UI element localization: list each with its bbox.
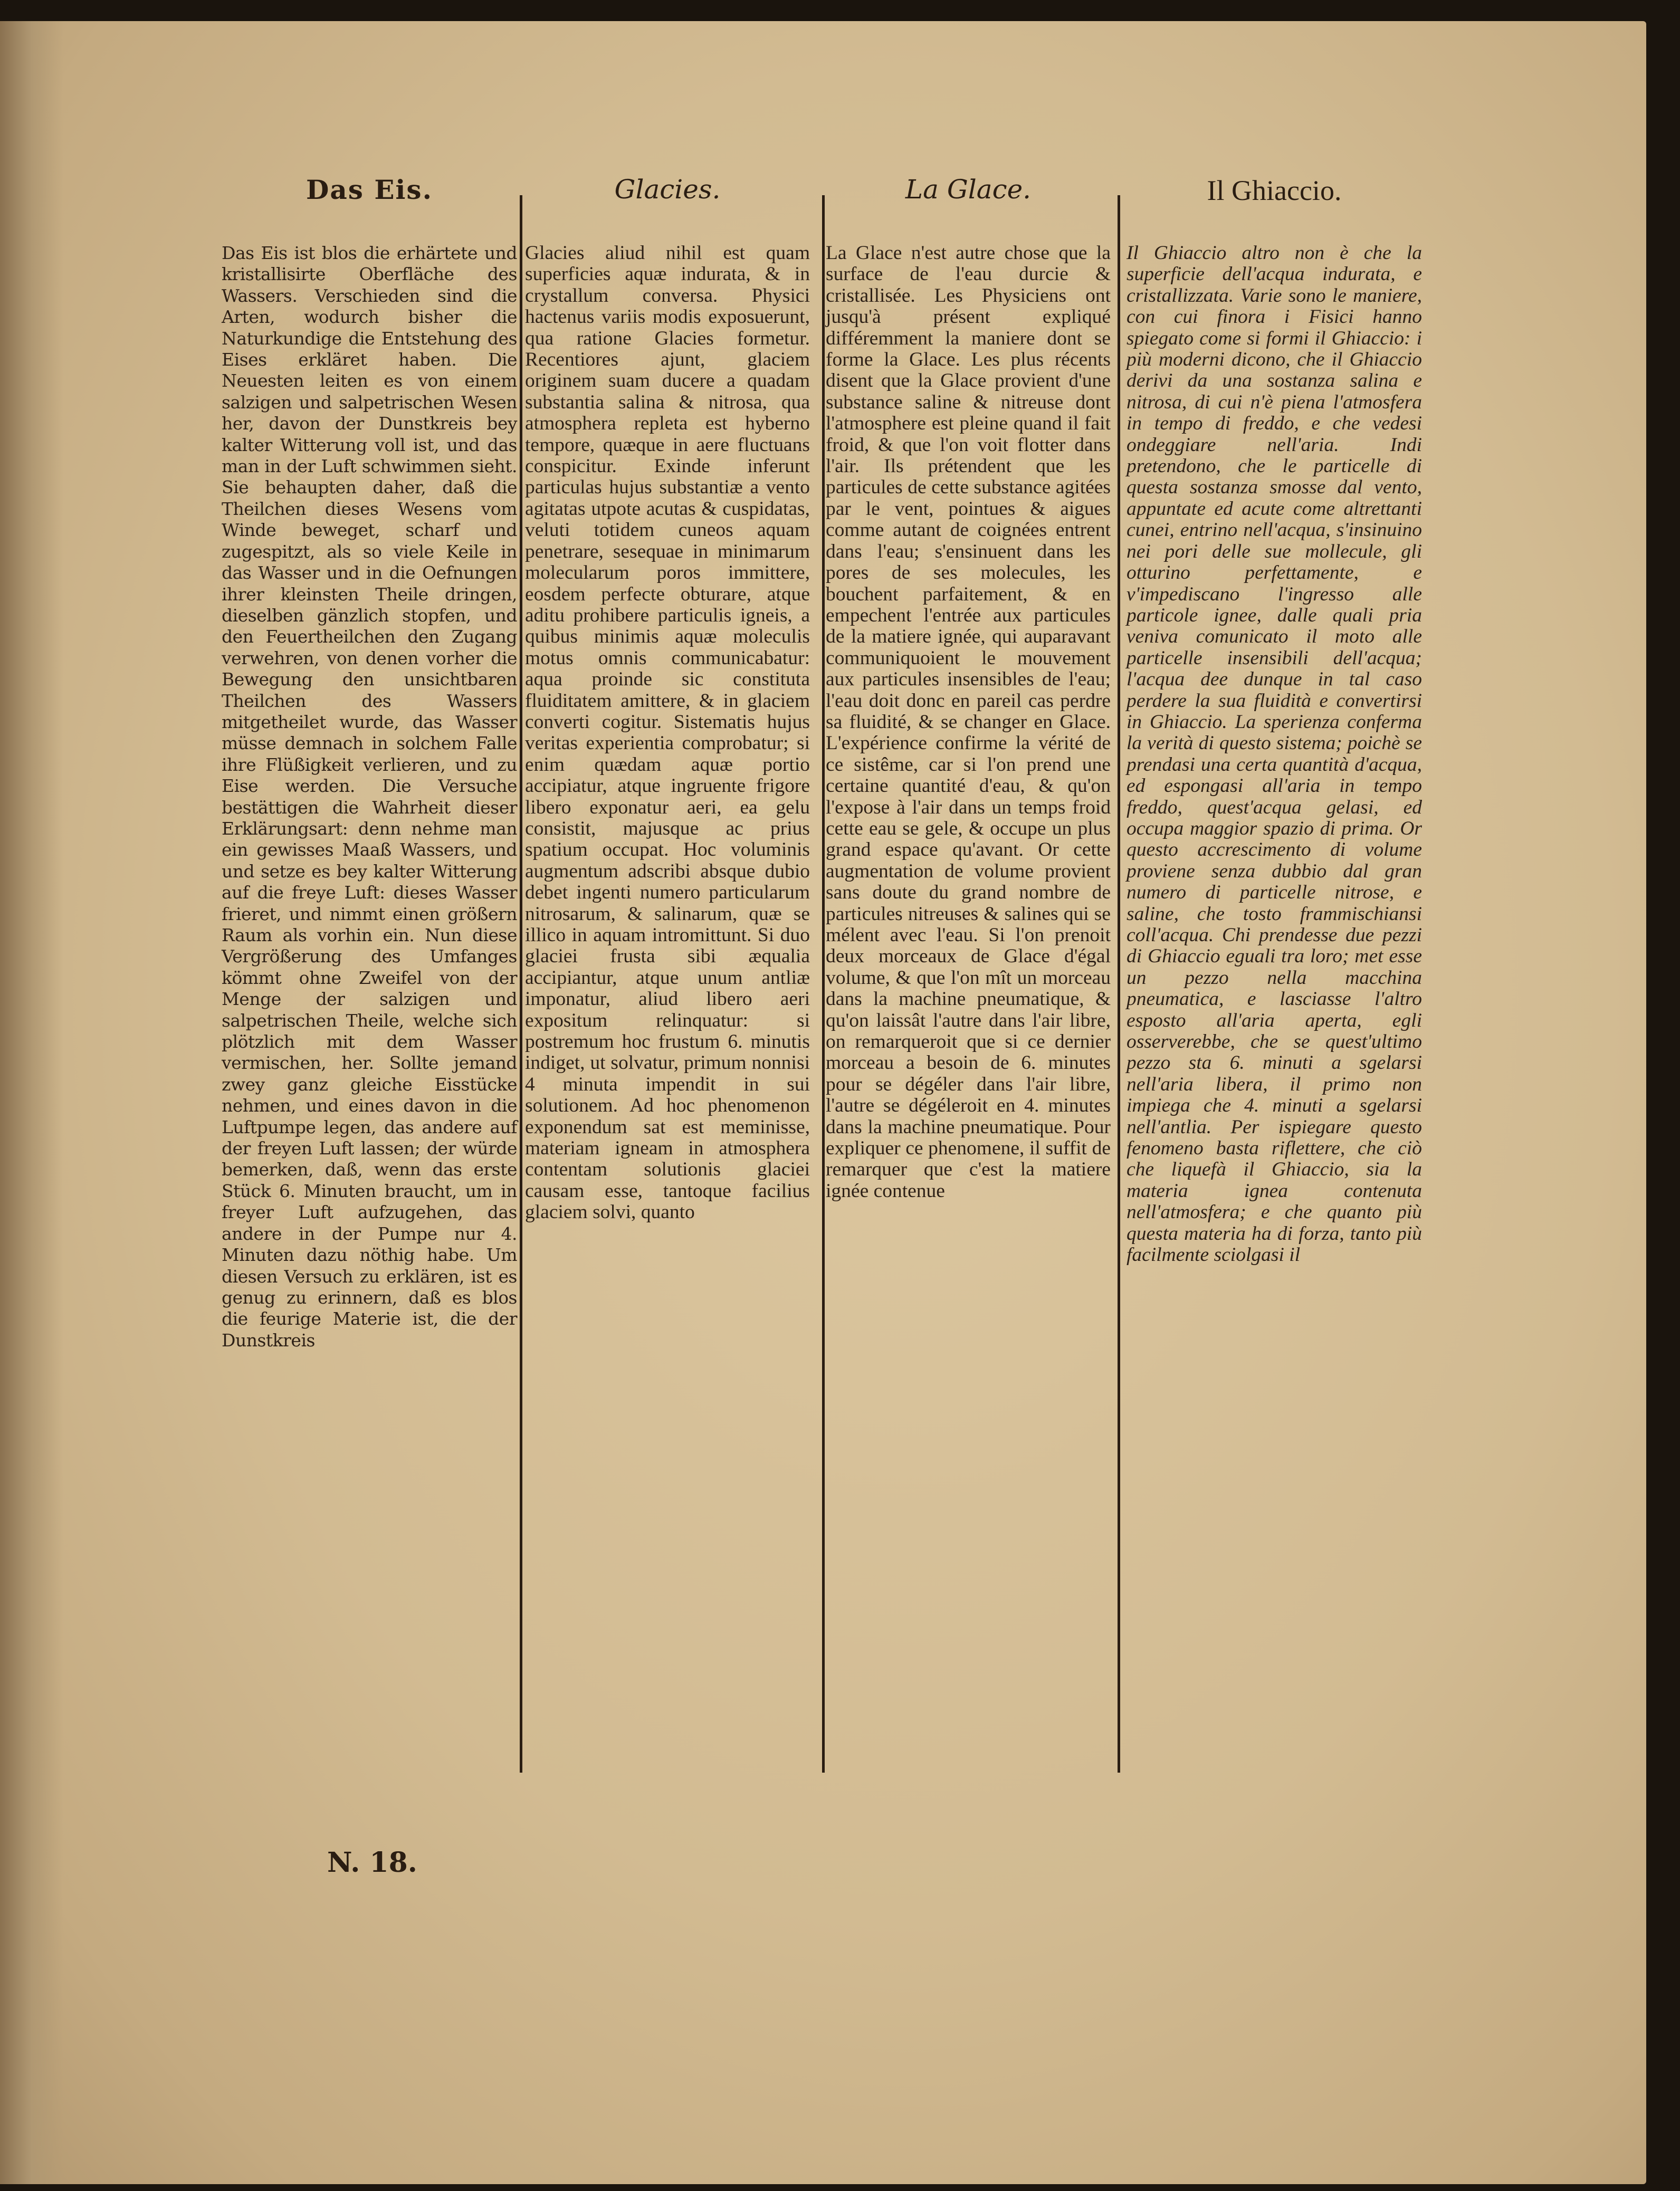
signature-mark: N. 18. xyxy=(327,1846,417,1879)
column-italian xyxy=(1127,174,1422,1788)
column-text-german: Das Eis ist blos die erhärtete und kristallisirte Oberfläche des Wassers. Verschieden sind die Arten, wodurch bisher die Naturkundige die Entstehung des Eises erkläret haben. Die Neuesten leiten es von einem salzigen und salpetrischen Wesen her, davon der Dunstkreis bey kalter Witterung voll ist, und das man in der Luft schwimmen sieht. Sie behaupten daher, daß die Theilchen dieses Wesens vom Winde beweget, scharf und zugespitzt, als so viele Keile in das Wasser und in die Oefnungen ihrer kleinsten Theile dringen, dieselben gänzlich stopfen, und den Feuertheilchen den Zugang verwehren, von denen vorher die Bewegung den unsichtbaren Theilchen des Wassers mitgetheilet wurde, das Wasser müsse demnach in solchem Falle ihre Flüßigkeit verlieren, und zu Eise werden. Die Versuche bestättigen die Wahrheit dieser Erklärungsart: denn nehme man ein gewisses Maaß Wassers, und und setze es bey kalter Witterung auf die freye Luft: dieses Wasser frieret, und nimmt einen größern Raum als vorhin ein. Nun diese Vergrößerung des Umfanges kömmt ohne Zweifel von der Menge der salzigen und salpetrischen Theile, welche sich plötzlich mit dem Wasser vermischen, her. Sollte jemand zwey ganz gleiche Eisstücke nehmen, und eines davon in die Luftpumpe legen, das andere auf der freyen Luft lassen; der würde bemerken, daß, wenn das erste Stück 6. Minuten braucht, um in freyer Luft aufzugehen, das andere in der Pumpe nur 4. Minuten dazu nöthig habe. Um diesen Versuch zu erklären, ist es genug zu erinnern, daß es blos die feurige Materie ist, die der Dunstkreis xyxy=(222,243,517,1351)
column-title-italian: Il Ghiaccio. xyxy=(1207,175,1342,206)
column-text-latin: Glacies aliud nihil est quam superficies aquæ indurata, & in crystallum conversa. Physici hactenus variis modis exposuerunt, qua ratione Glacies formetur. Recentiores ajunt, glaciem originem suam ducere a quadam substantia salina & nitrosa, qua atmosphera repleta est hyberno tempore, quæque in aere fluctuans conspicitur. Exinde inferunt particulas hujus substantiæ a vento agitatas utpote acutas & cuspidatas, veluti totidem cuneos aquam penetrare, sesequae in minimarum molecularum poros immittere, eosdem perfecte obturare, atque aditu prohibere particulis igneis, a quibus minimis aquæ moleculis motus omnis communicabatur: aqua proinde sic constituta fluiditatem amittere, & in glaciem converti cogitur. Sistematis hujus veritas experientia comprobatur; si enim quædam aquæ portio accipiatur, atque ingruente frigore libero exponatur aeri, ea gelu consistit, majusque ac prius spatium occupat. Hoc voluminis augmentum adscribi absque dubio debet ingenti numero particularum nitrosarum, & salinarum, quæ se illico in aquam intromittunt. Si duo glaciei frusta sibi æqualia accipiantur, atque unum antliæ imponatur, aliud libero aeri expositum relinquatur: si postremum hoc frustum 6. minutis indiget, ut solvatur, primum nonnisi 4 minuta impendit in sui solutionem. Ad hoc phenomenon exponendum sat est meminisse, materiam igneam in atmosphera contentam solutionis glaciei causam esse, tantoque facilius glaciem solvi, quanto xyxy=(525,242,810,1223)
column-divider xyxy=(1118,195,1120,1773)
column-text-french: La Glace n'est autre chose que la surface de l'eau durcie & cristallisée. Les Physiciens ont jusqu'à présent expliqué différemment la maniere dont se forme la Glace. Les plus récents disent que la Glace provient d'une substance saline & nitreuse dont l'atmosphere est pleine quand il fait froid, & que l'on voit flotter dans l'air. Ils prétendent que les particules de cette substance agitées par le vent, pointues & aigues comme autant de coignées entrent dans l'eau; s'ensinuent dans les pores de ses molecules, les bouchent parfaitement, & en empechent l'entrée aux particules de la matiere ignée, qui auparavant communiquoient le mouvement aux particules insensibles de l'eau; l'eau doit donc en pareil cas perdre sa fluidité, & se changer en Glace. L'expérience confirme la vérité de ce sistême, car si l'on prend une certaine quantité d'eau, & qu'on l'expose à l'air dans un temps froid cette eau se gele, & occupe un plus grand espace qu'avant. Or cette augmentation de volume provient sans doute du grand nombre de particules nitreuses & salines qui se mélent avec l'eau. Si l'on prenoit deux morceaux de Glace d'égal volume, & que l'on mît un morceau dans la machine pneumatique, & qu'on laissât l'autre dans l'air libre, on remarqueroit que si ce dernier morceau a besoin de 6. minutes pour se dégéler dans l'air libre, l'autre se dégéleroit en 4. minutes dans la machine pneumatique. Pour expliquer ce phenomene, il suffit de remarquer que c'est la matiere ignée contenue xyxy=(826,242,1111,1202)
column-title-german: Das Eis. xyxy=(306,174,433,205)
column-german xyxy=(222,174,517,1788)
column-title-french: La Glace. xyxy=(905,174,1032,205)
page-gutter xyxy=(0,21,63,2184)
column-title-latin: Glacies. xyxy=(614,174,721,205)
column-divider xyxy=(520,195,522,1773)
column-text-italian: Il Ghiaccio altro non è che la superficie dell'acqua indurata, e cristallizzata. Varie sono le maniere, con cui finora i Fisici hanno spiegato come si formi il Ghiaccio: i più moderni dicono, che il Ghiaccio derivi da una sostanza salina e nitrosa, di cui n'è piena l'atmosfera in tempo di freddo, e che vedesi ondeggiare nell'aria. Indi pretendono, che le particelle di questa sostanza smosse dal vento, appuntate ed acute come altrettanti cunei, entrino nell'acqua, s'insinuino nei pori delle sue mollecule, gli otturino perfettamente, e v'impediscano l'ingresso alle particole ignee, dalle quali pria veniva comunicato il moto alle particelle insensibili dell'acqua; l'acqua dee dunque in tal caso perdere la sua fluidità e convertirsi in Ghiaccio. La sperienza conferma la verità di questo sistema; poichè se prendasi una certa quantità d'acqua, ed espongasi all'aria in tempo freddo, quest'acqua gelasi, ed occupa maggior spazio di prima. Or questo accrescimento di volume proviene senza dubbio dal gran numero di particelle nitrose, e saline, che tosto frammischiansi coll'acqua. Chi prendesse due pezzi di Ghiaccio eguali tra loro; met esse un pezzo nella macchina pneumatica, e lasciasse l'altro esposto all'aria aperta, egli osserverebbe, che se quest'ultimo pezzo sta 6. minuti a sgelarsi nell'aria libera, il primo non impiega che 4. minuti a sgelarsi nell'antlia. Per ispiegare questo fenomeno basta riflettere, che ciò che liquefà il Ghiaccio, sia la materia ignea contenuta nell'atmosfera; e che quanto più questa materia ha di forza, tanto più facilmente sciolgasi il xyxy=(1127,242,1422,1266)
column-latin xyxy=(525,174,810,1788)
column-divider xyxy=(822,195,825,1773)
column-french xyxy=(826,174,1111,1788)
